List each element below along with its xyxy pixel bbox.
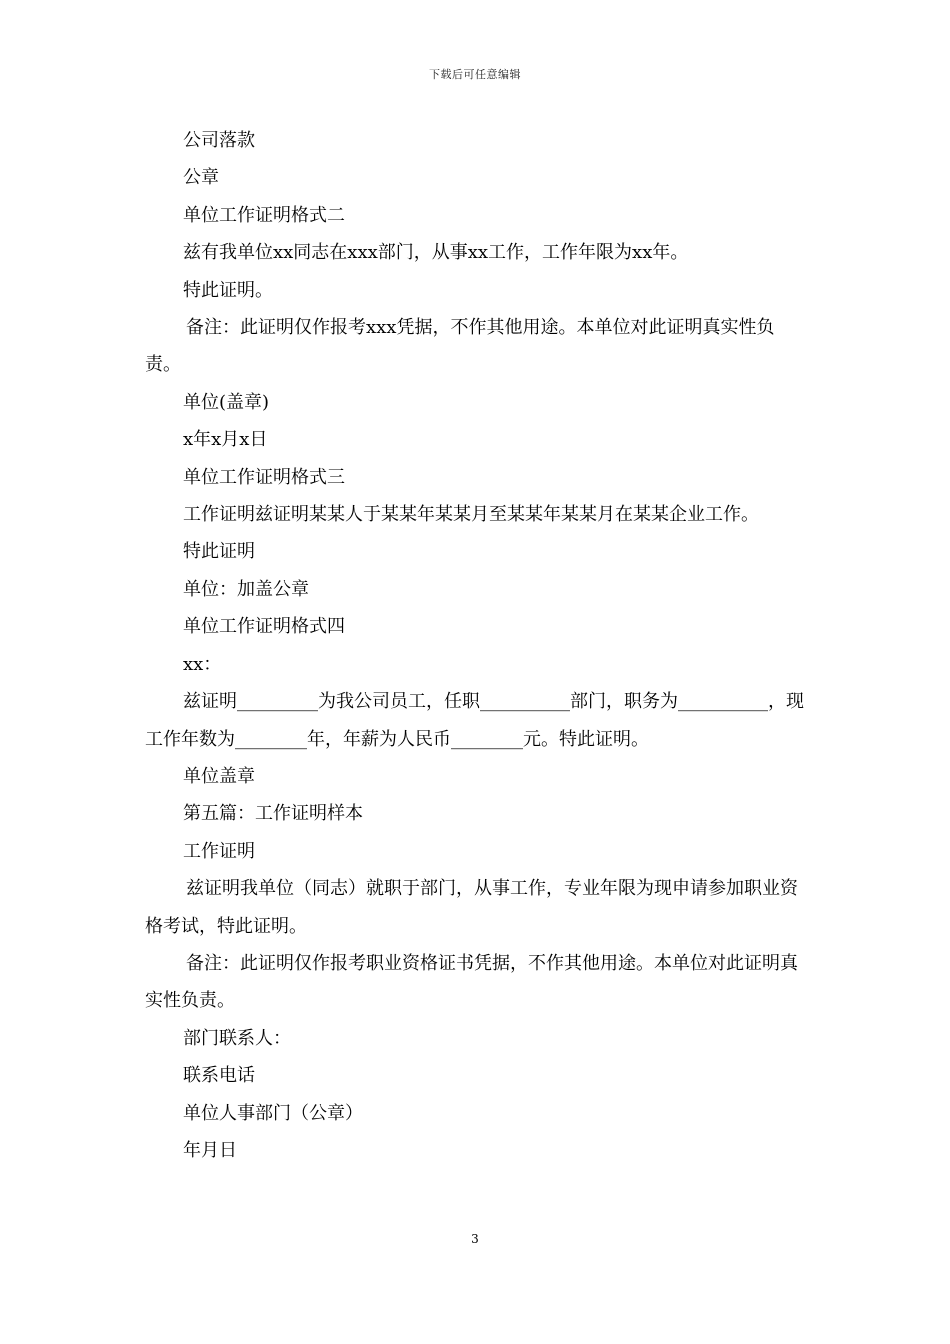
- paragraph-unit-seal: 单位(盖章): [183, 391, 270, 413]
- document-body: [145, 122, 807, 1169]
- paragraph-hr-department: 单位人事部门（公章）: [183, 1102, 363, 1124]
- paragraph-department-contact: 部门联系人：: [183, 1027, 291, 1049]
- paragraph-hereby-certify-two: 特此证明: [183, 541, 255, 563]
- paragraph-certify-format-four: 兹证明_________为我公司员工，任职__________部门，职务为__________，现工作年数为________年，年薪为人民币________元。特此证明。: [145, 691, 804, 750]
- page-header: 下载后可任意编辑: [429, 68, 521, 81]
- paragraph-hereby-certify: 特此证明。: [183, 279, 273, 301]
- paragraph-certify-section-five: 兹证明我单位（同志）就职于部门，从事工作，专业年限为现申请参加职业资格考试，特此证明。: [145, 878, 798, 937]
- paragraph-unit-seal-two: 单位盖章: [183, 765, 255, 787]
- heading-work-certificate: 工作证明: [183, 840, 255, 862]
- heading-section-five: 第五篇：工作证明样本: [183, 803, 363, 825]
- paragraph-certify-format-two: 兹有我单位xx同志在xxx部门，从事xx工作，工作年限为xx年。: [183, 242, 689, 264]
- heading-format-two: 单位工作证明格式二: [183, 204, 345, 226]
- paragraph-unit-stamp: 单位：加盖公章: [183, 578, 309, 600]
- heading-format-four: 单位工作证明格式四: [183, 616, 345, 638]
- page-number: 3: [471, 1232, 479, 1246]
- paragraph-remark-one: 备注：此证明仅作报考xxx凭据，不作其他用途。本单位对此证明真实性负责。: [145, 317, 775, 376]
- paragraph-addressee: xx：: [183, 653, 222, 675]
- paragraph-company-signature: 公司落款: [183, 130, 255, 151]
- paragraph-contact-phone: 联系电话: [183, 1065, 255, 1087]
- heading-format-three: 单位工作证明格式三: [183, 466, 345, 488]
- paragraph-official-seal: 公章: [183, 167, 219, 189]
- paragraph-certify-format-three: 工作证明兹证明某某人于某某年某某月至某某年某某月在某某企业工作。: [183, 504, 759, 526]
- paragraph-remark-two: 备注：此证明仅作报考职业资格证书凭据，不作其他用途。本单位对此证明真实性负责。: [145, 952, 798, 1012]
- paragraph-date-placeholder: x年x月x日: [183, 429, 268, 451]
- paragraph-date-blank: 年月日: [183, 1139, 237, 1161]
